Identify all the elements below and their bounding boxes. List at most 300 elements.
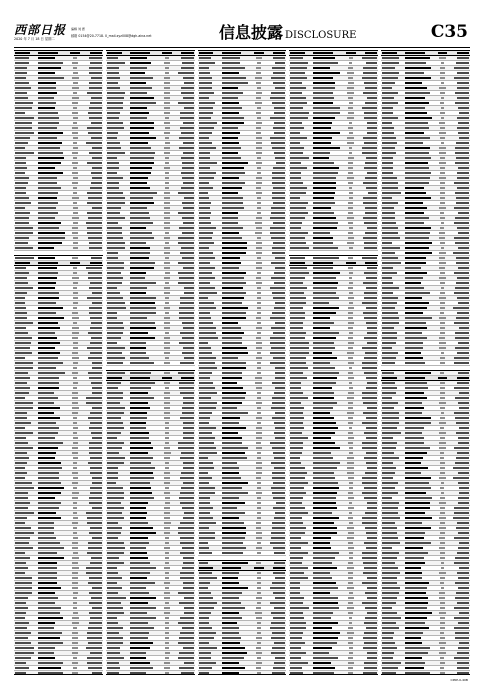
table-cell xyxy=(106,147,129,149)
text-line xyxy=(130,532,156,534)
text-line xyxy=(313,357,336,359)
table-cell xyxy=(359,77,379,79)
text-line xyxy=(199,642,209,644)
text-line xyxy=(363,562,378,564)
table-cell xyxy=(83,352,103,354)
text-line xyxy=(382,307,395,309)
table-cell xyxy=(67,642,83,644)
table-cell xyxy=(14,202,37,204)
table-cell xyxy=(14,352,37,354)
text-line xyxy=(348,402,353,404)
text-line xyxy=(364,292,377,294)
table-cell xyxy=(14,192,37,194)
text-line xyxy=(130,217,150,219)
table-cell xyxy=(289,467,312,469)
text-line xyxy=(15,427,25,429)
table-cell xyxy=(267,327,287,329)
text-line xyxy=(107,297,123,299)
table-cell xyxy=(37,377,67,379)
table-cell xyxy=(343,137,359,139)
text-line xyxy=(38,357,58,359)
text-line xyxy=(257,542,261,544)
text-line xyxy=(199,272,213,274)
text-line xyxy=(107,607,123,609)
table-cell xyxy=(129,507,159,509)
text-line xyxy=(89,247,102,249)
text-line xyxy=(348,637,353,639)
text-line xyxy=(86,402,102,404)
table-cell xyxy=(267,317,287,319)
table-cell xyxy=(251,342,267,344)
table-cell xyxy=(221,572,251,574)
text-line xyxy=(348,492,353,494)
table-cell xyxy=(359,122,379,124)
text-line xyxy=(199,112,213,114)
text-line xyxy=(362,442,377,444)
table-cell xyxy=(450,247,470,249)
text-line xyxy=(165,577,170,579)
table-cell xyxy=(67,532,83,534)
text-line xyxy=(222,497,239,499)
text-line xyxy=(73,212,78,214)
table-cell xyxy=(14,67,37,69)
text-line xyxy=(72,77,79,79)
text-line xyxy=(290,377,306,379)
text-line xyxy=(382,157,393,159)
table-cell xyxy=(343,537,359,539)
text-line xyxy=(271,462,285,464)
text-line xyxy=(290,332,305,334)
text-line xyxy=(313,122,331,124)
table-cell xyxy=(83,507,103,509)
table-cell xyxy=(37,537,67,539)
table-cell xyxy=(312,297,342,299)
table-cell xyxy=(83,467,103,469)
table-cell xyxy=(289,137,312,139)
text-line xyxy=(181,87,193,89)
table-cell xyxy=(83,177,103,179)
table-cell xyxy=(106,297,129,299)
text-line xyxy=(405,132,424,134)
table-cell xyxy=(37,577,67,579)
text-line xyxy=(130,607,156,609)
text-line xyxy=(405,92,430,94)
table-cell xyxy=(175,532,195,534)
text-line xyxy=(73,292,78,294)
text-line xyxy=(364,432,377,434)
text-line xyxy=(405,232,430,234)
text-line xyxy=(164,452,171,454)
text-line xyxy=(313,532,336,534)
table-cell xyxy=(83,547,103,549)
text-line xyxy=(164,132,170,134)
table-cell xyxy=(175,312,195,314)
text-line xyxy=(440,227,444,229)
table-cell xyxy=(37,342,67,344)
table-cell xyxy=(175,117,195,119)
table-cell xyxy=(312,332,342,334)
table-cell xyxy=(159,77,175,79)
text-line xyxy=(88,667,102,669)
text-line xyxy=(313,267,332,269)
text-line xyxy=(72,577,78,579)
text-line xyxy=(15,412,27,414)
table-cell xyxy=(434,297,450,299)
text-line xyxy=(256,227,262,229)
table-cell xyxy=(198,317,221,319)
text-line xyxy=(199,177,214,179)
text-line xyxy=(38,167,55,169)
table-cell xyxy=(343,87,359,89)
text-line xyxy=(199,407,216,409)
text-line xyxy=(38,427,59,429)
table-cell xyxy=(106,417,129,419)
table-cell xyxy=(312,607,342,609)
table-cell xyxy=(37,67,67,69)
text-line xyxy=(199,307,216,309)
text-line xyxy=(130,322,155,324)
table-cell xyxy=(404,267,434,269)
table-cell xyxy=(312,612,342,614)
text-line xyxy=(457,82,469,84)
table-cell xyxy=(312,167,342,169)
table-cell xyxy=(175,347,195,349)
text-line xyxy=(38,272,58,274)
text-line xyxy=(130,602,148,604)
text-line xyxy=(183,207,194,209)
text-line xyxy=(348,597,354,599)
text-line xyxy=(90,562,102,564)
table-cell xyxy=(129,322,159,324)
text-line xyxy=(405,257,426,259)
table-cell xyxy=(312,92,342,94)
text-line xyxy=(130,147,151,149)
table-cell xyxy=(312,392,342,394)
text-line xyxy=(366,322,377,324)
text-line xyxy=(183,587,194,589)
table-cell xyxy=(312,522,342,524)
text-line xyxy=(364,112,377,114)
text-line xyxy=(364,297,377,299)
table-cell xyxy=(198,312,221,314)
text-line xyxy=(348,162,354,164)
table-cell xyxy=(175,632,195,634)
table-cell xyxy=(434,232,450,234)
text-line xyxy=(348,307,354,309)
text-line xyxy=(165,647,170,649)
text-line xyxy=(107,377,122,379)
table-cell xyxy=(198,587,221,589)
table-cell xyxy=(289,452,312,454)
text-line xyxy=(72,257,78,259)
table-cell xyxy=(404,242,434,244)
table-cell xyxy=(129,277,159,279)
table-cell xyxy=(312,202,342,204)
table-cell xyxy=(343,382,359,384)
table-cell xyxy=(67,202,83,204)
text-line xyxy=(88,627,102,629)
table-cell xyxy=(14,132,37,134)
table-cell xyxy=(221,122,251,124)
text-line xyxy=(179,147,193,149)
text-line xyxy=(182,337,194,339)
table-cell xyxy=(381,162,404,164)
table-cell xyxy=(159,592,175,594)
table-cell xyxy=(83,132,103,134)
table-cell xyxy=(343,257,359,259)
text-line xyxy=(364,662,377,664)
table-cell xyxy=(221,217,251,219)
text-line xyxy=(367,332,378,334)
text-line xyxy=(38,462,61,464)
text-line xyxy=(38,312,56,314)
table-cell xyxy=(221,267,251,269)
text-line xyxy=(364,317,377,319)
text-line xyxy=(165,497,170,499)
table-cell xyxy=(381,242,404,244)
text-line xyxy=(274,517,286,519)
text-line xyxy=(348,77,353,79)
text-line xyxy=(107,537,118,539)
table-cell xyxy=(251,622,267,624)
text-line xyxy=(439,132,446,134)
text-line xyxy=(178,447,194,449)
text-line xyxy=(73,362,78,364)
table-cell xyxy=(343,492,359,494)
table-cell xyxy=(175,102,195,104)
text-line xyxy=(382,302,396,304)
table-cell xyxy=(67,262,83,264)
table-cell xyxy=(159,142,175,144)
text-line xyxy=(130,642,153,644)
text-line xyxy=(405,197,430,199)
disclosure-tables xyxy=(14,50,470,675)
table-cell xyxy=(198,182,221,184)
text-line xyxy=(256,637,262,639)
text-line xyxy=(15,82,29,84)
text-line xyxy=(199,517,213,519)
table-cell xyxy=(343,107,359,109)
table-cell xyxy=(312,192,342,194)
table-cell xyxy=(175,177,195,179)
text-line xyxy=(72,392,78,394)
table-cell xyxy=(312,172,342,174)
text-line xyxy=(348,477,354,479)
text-line xyxy=(90,527,101,529)
table-cell xyxy=(343,417,359,419)
text-line xyxy=(347,137,354,139)
table-cell xyxy=(67,317,83,319)
table-cell xyxy=(359,117,379,119)
table-cell xyxy=(129,257,159,259)
table-cell xyxy=(404,82,434,84)
table-cell xyxy=(67,612,83,614)
table-cell xyxy=(198,322,221,324)
table-cell xyxy=(129,97,159,99)
text-line xyxy=(107,72,119,74)
text-line xyxy=(349,197,353,199)
text-line xyxy=(88,642,102,644)
table-cell xyxy=(434,97,450,99)
text-line xyxy=(130,317,147,319)
table-cell xyxy=(129,437,159,439)
text-line xyxy=(178,532,194,534)
table-cell xyxy=(129,197,159,199)
text-line xyxy=(164,347,169,349)
text-line xyxy=(107,507,124,509)
table-cell xyxy=(404,87,434,89)
text-line xyxy=(130,417,147,419)
table-cell xyxy=(359,557,379,559)
table-cell xyxy=(221,647,251,649)
table-cell xyxy=(381,327,404,329)
text-line xyxy=(88,217,102,219)
table-cell xyxy=(67,367,83,369)
table-cell xyxy=(450,227,470,229)
table-cell xyxy=(289,357,312,359)
table-cell xyxy=(37,337,67,339)
table-cell xyxy=(14,62,37,64)
text-line xyxy=(222,462,238,464)
text-line xyxy=(349,367,353,369)
text-line xyxy=(364,247,377,249)
table-cell xyxy=(450,157,470,159)
text-line xyxy=(347,92,354,94)
text-line xyxy=(38,512,56,514)
text-line xyxy=(88,542,102,544)
table-cell xyxy=(343,597,359,599)
table-cell xyxy=(267,87,287,89)
table-cell xyxy=(343,552,359,554)
text-line xyxy=(349,272,353,274)
table-cell xyxy=(159,107,175,109)
table-cell xyxy=(434,197,450,199)
table-cell xyxy=(14,332,37,334)
text-line xyxy=(382,267,392,269)
table-cell xyxy=(267,462,287,464)
text-line xyxy=(178,72,193,74)
text-line xyxy=(405,162,428,164)
table-cell xyxy=(67,277,83,279)
text-line xyxy=(222,492,248,494)
table-cell xyxy=(175,327,195,329)
text-line xyxy=(179,497,194,499)
table-cell xyxy=(381,292,404,294)
table-cell xyxy=(434,227,450,229)
text-line xyxy=(199,597,214,599)
text-line xyxy=(90,352,102,354)
text-line xyxy=(349,387,353,389)
text-line xyxy=(405,177,430,179)
text-line xyxy=(130,222,153,224)
table-cell xyxy=(129,167,159,169)
table-cell xyxy=(381,182,404,184)
table-cell xyxy=(381,52,404,54)
text-line xyxy=(313,502,336,504)
table-cell xyxy=(221,387,251,389)
table-cell xyxy=(83,57,103,59)
text-line xyxy=(272,522,285,524)
text-line xyxy=(107,577,122,579)
table-cell xyxy=(359,412,379,414)
table-cell xyxy=(67,462,83,464)
text-line xyxy=(180,572,194,574)
text-line xyxy=(348,577,352,579)
text-line xyxy=(256,472,262,474)
text-line xyxy=(164,262,169,264)
text-line xyxy=(72,632,78,634)
text-line xyxy=(257,312,262,314)
text-line xyxy=(454,222,469,224)
table-cell xyxy=(37,542,67,544)
table-cell xyxy=(129,532,159,534)
table-cell xyxy=(312,97,342,99)
text-line xyxy=(222,112,239,114)
table-cell xyxy=(159,662,175,664)
text-line xyxy=(130,612,147,614)
table-cell xyxy=(312,627,342,629)
table-cell xyxy=(67,147,83,149)
text-line xyxy=(165,542,169,544)
table-cell xyxy=(14,627,37,629)
text-line xyxy=(164,227,170,229)
text-line xyxy=(290,187,306,189)
table-cell xyxy=(312,212,342,214)
table-cell xyxy=(106,152,129,154)
table-cell xyxy=(198,447,221,449)
text-line xyxy=(107,517,124,519)
text-line xyxy=(382,332,397,334)
table-cell xyxy=(404,72,434,74)
text-line xyxy=(164,97,170,99)
text-line xyxy=(183,327,193,329)
text-line xyxy=(348,342,354,344)
text-line xyxy=(455,152,469,154)
table-cell xyxy=(14,342,37,344)
table-cell xyxy=(221,442,251,444)
table-cell xyxy=(14,522,37,524)
table-cell xyxy=(106,187,129,189)
text-line xyxy=(15,162,26,164)
table-cell xyxy=(312,467,342,469)
table-cell xyxy=(343,262,359,264)
text-line xyxy=(405,237,429,239)
text-line xyxy=(347,177,354,179)
text-line xyxy=(349,227,353,229)
text-line xyxy=(15,507,28,509)
table-cell xyxy=(67,512,83,514)
text-line xyxy=(72,582,78,584)
table-cell xyxy=(251,187,267,189)
table-cell xyxy=(83,502,103,504)
text-line xyxy=(90,422,102,424)
table-cell xyxy=(289,487,312,489)
table-cell xyxy=(198,507,221,509)
text-line xyxy=(405,102,429,104)
text-line xyxy=(179,317,193,319)
text-line xyxy=(313,257,339,259)
table-cell xyxy=(159,657,175,659)
text-line xyxy=(164,222,169,224)
text-line xyxy=(89,307,102,309)
text-line xyxy=(165,332,169,334)
table-cell xyxy=(175,412,195,414)
text-line xyxy=(364,272,377,274)
text-line xyxy=(38,377,59,379)
text-line xyxy=(38,492,61,494)
table-cell xyxy=(267,392,287,394)
table-cell xyxy=(159,147,175,149)
